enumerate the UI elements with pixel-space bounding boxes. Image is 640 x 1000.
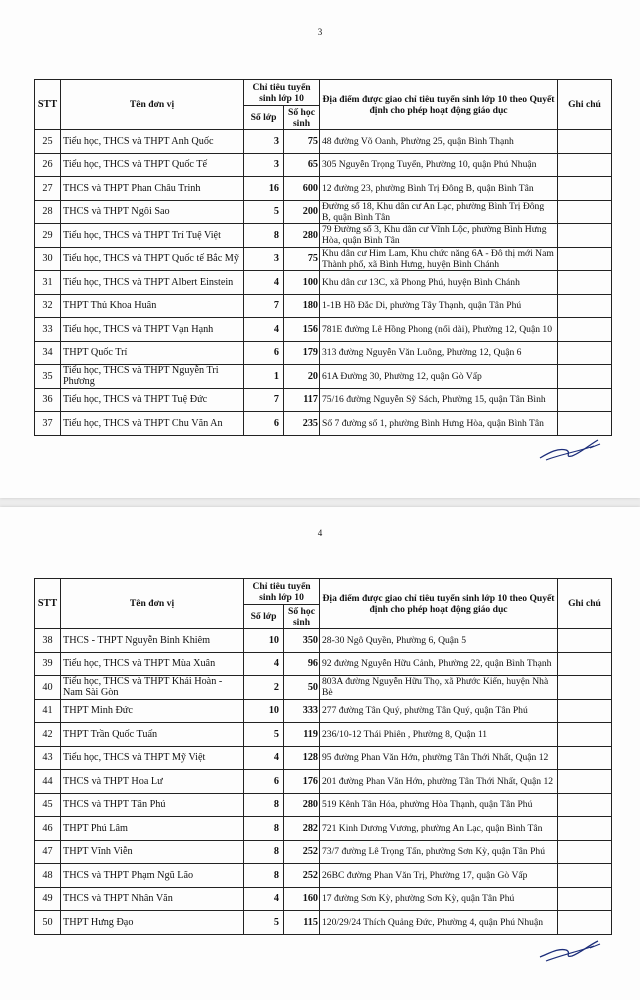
row-notes (558, 864, 612, 888)
row-unit-name: Tiểu học, THCS và THPT Vạn Hạnh (61, 318, 244, 342)
table-row (35, 294, 612, 318)
row-unit-name: Tiểu học, THCS và THPT Trí Tuệ Việt (61, 224, 244, 248)
table-row (35, 365, 612, 389)
table-row (35, 130, 612, 154)
row-address: 28-30 Ngô Quyền, Phường 6, Quận 5 (320, 629, 558, 653)
row-unit-name: THPT Thủ Khoa Huân (61, 294, 244, 318)
row-stt: 46 (35, 817, 61, 841)
row-notes (558, 271, 612, 295)
table-row (35, 723, 612, 747)
row-classes: 8 (244, 793, 284, 817)
table-row (35, 793, 612, 817)
page-number: 4 (317, 528, 323, 538)
row-stt: 31 (35, 271, 61, 295)
row-students: 280 (284, 793, 320, 817)
row-notes (558, 412, 612, 436)
header-quota: Chỉ tiêu tuyển sinh lớp 10 (244, 579, 320, 605)
row-address: 313 đường Nguyễn Văn Luông, Phường 12, Quận 6 (320, 341, 558, 365)
row-classes: 4 (244, 318, 284, 342)
row-unit-name: THCS và THPT Ngôi Sao (61, 200, 244, 224)
row-unit-name: THCS và THPT Tân Phú (61, 793, 244, 817)
row-notes (558, 153, 612, 177)
row-unit-name: THCS và THPT Phạm Ngũ Lão (61, 864, 244, 888)
row-students: 75 (284, 247, 320, 271)
row-notes (558, 887, 612, 911)
table-row (35, 864, 612, 888)
row-classes: 2 (244, 676, 284, 700)
row-stt: 25 (35, 130, 61, 154)
row-unit-name: Tiểu học, THCS và THPT Quốc tế Bắc Mỹ (61, 247, 244, 271)
row-classes: 8 (244, 840, 284, 864)
row-notes (558, 699, 612, 723)
row-notes (558, 770, 612, 794)
row-students: 282 (284, 817, 320, 841)
row-address: 305 Nguyễn Trọng Tuyển, Phường 10, quận Phú Nhuận (320, 153, 558, 177)
row-stt: 33 (35, 318, 61, 342)
header-unit-name: Tên đơn vị (61, 579, 244, 629)
row-address: 73/7 đường Lê Trọng Tấn, phường Sơn Kỳ, quận Tân Phú (320, 840, 558, 864)
row-address: 48 đường Võ Oanh, Phường 25, quận Bình Thạnh (320, 130, 558, 154)
row-unit-name: THPT Minh Đức (61, 699, 244, 723)
table-row (35, 388, 612, 412)
document-page-4 (0, 507, 640, 1000)
row-students: 119 (284, 723, 320, 747)
row-unit-name: Tiểu học, THCS và THPT Tuệ Đức (61, 388, 244, 412)
row-students: 160 (284, 887, 320, 911)
row-stt: 29 (35, 224, 61, 248)
header-students: Số học sinh (284, 106, 320, 130)
table-row (35, 699, 612, 723)
row-students: 115 (284, 911, 320, 935)
row-unit-name: THPT Quốc Trí (61, 341, 244, 365)
row-address: 75/16 đường Nguyễn Sỹ Sách, Phường 15, quận Tân Bình (320, 388, 558, 412)
row-classes: 10 (244, 629, 284, 653)
row-address: 721 Kinh Dương Vương, phường An Lạc, quận Bình Tân (320, 817, 558, 841)
row-stt: 41 (35, 699, 61, 723)
row-stt: 47 (35, 840, 61, 864)
row-classes: 4 (244, 887, 284, 911)
row-unit-name: THCS và THPT Nhân Văn (61, 887, 244, 911)
row-notes (558, 911, 612, 935)
row-stt: 28 (35, 200, 61, 224)
row-classes: 8 (244, 224, 284, 248)
row-address: 95 đường Phan Văn Hớn, phường Tân Thới Nhất, Quận 12 (320, 746, 558, 770)
row-notes (558, 676, 612, 700)
table-row (35, 770, 612, 794)
row-stt: 32 (35, 294, 61, 318)
row-notes (558, 652, 612, 676)
header-classes: Số lớp (244, 106, 284, 130)
row-classes: 5 (244, 200, 284, 224)
row-classes: 6 (244, 341, 284, 365)
row-unit-name: Tiểu học, THCS và THPT Quốc Tế (61, 153, 244, 177)
row-classes: 6 (244, 412, 284, 436)
row-classes: 6 (244, 770, 284, 794)
signature-icon (536, 935, 606, 965)
table-row (35, 271, 612, 295)
enrollment-table (34, 578, 612, 935)
row-students: 117 (284, 388, 320, 412)
header-location: Địa điểm được giao chỉ tiêu tuyển sinh lớp 10 theo Quyết định cho phép hoạt động giáo dục (320, 80, 558, 130)
row-unit-name: Tiểu học, THCS và THPT Anh Quốc (61, 130, 244, 154)
row-students: 200 (284, 200, 320, 224)
row-address: 781E đường Lê Hồng Phong (nối dài), Phường 12, Quận 10 (320, 318, 558, 342)
row-stt: 38 (35, 629, 61, 653)
row-notes (558, 177, 612, 201)
row-unit-name: Tiểu học, THCS và THPT Albert Einstein (61, 271, 244, 295)
header-location: Địa điểm được giao chỉ tiêu tuyển sinh lớp 10 theo Quyết định cho phép hoạt động giáo dục (320, 579, 558, 629)
row-address: 1-1B Hồ Đắc Di, phường Tây Thạnh, quận Tân Phú (320, 294, 558, 318)
table-row (35, 247, 612, 271)
row-unit-name: THPT Hưng Đạo (61, 911, 244, 935)
row-students: 50 (284, 676, 320, 700)
row-notes (558, 629, 612, 653)
table-row (35, 746, 612, 770)
row-students: 100 (284, 271, 320, 295)
document-page-3 (0, 0, 640, 498)
row-unit-name: THPT Phú Lâm (61, 817, 244, 841)
header-stt: STT (35, 579, 61, 629)
row-students: 280 (284, 224, 320, 248)
row-students: 128 (284, 746, 320, 770)
row-address: Khu dân cư Him Lam, Khu chức năng 6A - Đô thị mới Nam Thành phố, xã Bình Hưng, huyện Bình Chánh (320, 247, 558, 271)
table-row (35, 200, 612, 224)
row-unit-name: THPT Vĩnh Viễn (61, 840, 244, 864)
row-classes: 1 (244, 365, 284, 389)
row-classes: 7 (244, 388, 284, 412)
row-stt: 42 (35, 723, 61, 747)
row-classes: 3 (244, 247, 284, 271)
row-stt: 39 (35, 652, 61, 676)
row-classes: 7 (244, 294, 284, 318)
row-students: 252 (284, 864, 320, 888)
enrollment-table (34, 79, 612, 436)
row-classes: 4 (244, 271, 284, 295)
header-students: Số học sinh (284, 605, 320, 629)
table-row (35, 153, 612, 177)
row-notes (558, 840, 612, 864)
table-row (35, 817, 612, 841)
row-address: 92 đường Nguyễn Hữu Cảnh, Phường 22, quận Bình Thạnh (320, 652, 558, 676)
row-students: 180 (284, 294, 320, 318)
header-unit-name: Tên đơn vị (61, 80, 244, 130)
header-classes: Số lớp (244, 605, 284, 629)
row-stt: 26 (35, 153, 61, 177)
row-students: 96 (284, 652, 320, 676)
row-stt: 34 (35, 341, 61, 365)
row-students: 252 (284, 840, 320, 864)
table-row (35, 887, 612, 911)
row-address: Khu dân cư 13C, xã Phong Phú, huyện Bình Chánh (320, 271, 558, 295)
row-students: 75 (284, 130, 320, 154)
row-stt: 30 (35, 247, 61, 271)
row-stt: 49 (35, 887, 61, 911)
row-unit-name: Tiểu học, THCS và THPT Mùa Xuân (61, 652, 244, 676)
row-stt: 48 (35, 864, 61, 888)
row-classes: 8 (244, 864, 284, 888)
row-address: 26BC đường Phan Văn Trị, Phường 17, quận Gò Vấp (320, 864, 558, 888)
row-students: 65 (284, 153, 320, 177)
row-stt: 36 (35, 388, 61, 412)
header-notes: Ghi chú (558, 579, 612, 629)
row-unit-name: THPT Trần Quốc Tuấn (61, 723, 244, 747)
row-address: 120/29/24 Thích Quảng Đức, Phường 4, quận Phú Nhuận (320, 911, 558, 935)
row-students: 179 (284, 341, 320, 365)
header-stt: STT (35, 80, 61, 130)
row-unit-name: THCS - THPT Nguyễn Bỉnh Khiêm (61, 629, 244, 653)
header-notes: Ghi chú (558, 80, 612, 130)
row-classes: 4 (244, 652, 284, 676)
row-stt: 40 (35, 676, 61, 700)
row-address: 277 đường Tân Quý, phường Tân Quý, quận Tân Phú (320, 699, 558, 723)
header-quota: Chỉ tiêu tuyển sinh lớp 10 (244, 80, 320, 106)
row-classes: 5 (244, 911, 284, 935)
row-stt: 44 (35, 770, 61, 794)
row-stt: 45 (35, 793, 61, 817)
table-row (35, 224, 612, 248)
row-classes: 3 (244, 130, 284, 154)
row-notes (558, 746, 612, 770)
row-notes (558, 723, 612, 747)
table-row (35, 652, 612, 676)
table-row (35, 629, 612, 653)
row-classes: 4 (244, 746, 284, 770)
row-address: 79 Đường số 3, Khu dân cư Vĩnh Lộc, phường Bình Hưng Hòa, quận Bình Tân (320, 224, 558, 248)
row-classes: 10 (244, 699, 284, 723)
row-address: 519 Kênh Tân Hóa, phường Hòa Thạnh, quận Tân Phú (320, 793, 558, 817)
row-notes (558, 318, 612, 342)
signature-icon (536, 434, 606, 464)
row-notes (558, 224, 612, 248)
row-classes: 8 (244, 817, 284, 841)
row-notes (558, 793, 612, 817)
row-students: 156 (284, 318, 320, 342)
row-notes (558, 247, 612, 271)
row-unit-name: Tiểu học, THCS và THPT Mỹ Việt (61, 746, 244, 770)
row-unit-name: THCS và THPT Phan Châu Trinh (61, 177, 244, 201)
row-classes: 3 (244, 153, 284, 177)
page-number: 3 (317, 27, 323, 37)
row-notes (558, 341, 612, 365)
table-row (35, 676, 612, 700)
row-students: 350 (284, 629, 320, 653)
table-row (35, 177, 612, 201)
row-notes (558, 817, 612, 841)
row-notes (558, 200, 612, 224)
row-stt: 35 (35, 365, 61, 389)
row-stt: 37 (35, 412, 61, 436)
table-row (35, 318, 612, 342)
row-address: 803A đường Nguyễn Hữu Thọ, xã Phước Kiển, huyện Nhà Bè (320, 676, 558, 700)
row-notes (558, 294, 612, 318)
row-address: 61A Đường 30, Phường 12, quận Gò Vấp (320, 365, 558, 389)
table-row (35, 341, 612, 365)
table-row (35, 840, 612, 864)
row-address: 12 đường 23, phường Bình Trị Đông B, quận Bình Tân (320, 177, 558, 201)
table-row (35, 911, 612, 935)
row-address: 17 đường Sơn Kỳ, phường Sơn Kỳ, quận Tân Phú (320, 887, 558, 911)
row-address: 236/10-12 Thái Phiên , Phường 8, Quận 11 (320, 723, 558, 747)
row-stt: 43 (35, 746, 61, 770)
row-address: Số 7 đường số 1, phường Bình Hưng Hòa, quận Bình Tân (320, 412, 558, 436)
row-notes (558, 388, 612, 412)
row-stt: 50 (35, 911, 61, 935)
row-classes: 5 (244, 723, 284, 747)
row-stt: 27 (35, 177, 61, 201)
row-unit-name: THCS và THPT Hoa Lư (61, 770, 244, 794)
row-unit-name: Tiểu học, THCS và THPT Khải Hoàn - Nam Sài Gòn (61, 676, 244, 700)
row-unit-name: Tiểu học, THCS và THPT Nguyễn Tri Phương (61, 365, 244, 389)
row-address: 201 đường Phan Văn Hớn, phường Tân Thới Nhất, Quận 12 (320, 770, 558, 794)
row-unit-name: Tiểu học, THCS và THPT Chu Văn An (61, 412, 244, 436)
table-row (35, 412, 612, 436)
row-students: 176 (284, 770, 320, 794)
row-notes (558, 130, 612, 154)
row-address: Đường số 18, Khu dân cư An Lạc, phường Bình Trị Đông B, quận Bình Tân (320, 200, 558, 224)
row-students: 235 (284, 412, 320, 436)
row-classes: 16 (244, 177, 284, 201)
row-students: 600 (284, 177, 320, 201)
row-students: 333 (284, 699, 320, 723)
row-students: 20 (284, 365, 320, 389)
row-notes (558, 365, 612, 389)
